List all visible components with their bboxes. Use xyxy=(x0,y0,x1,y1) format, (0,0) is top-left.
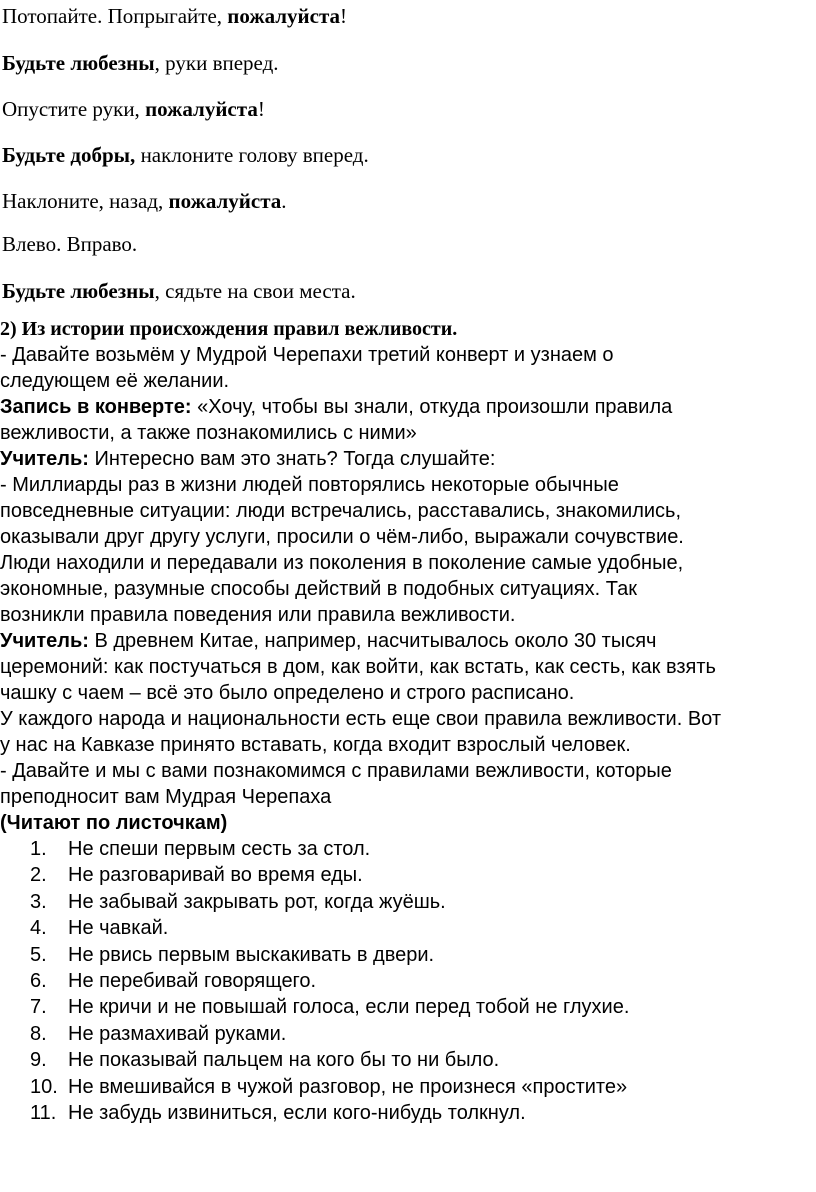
instruction-line-5: Наклоните, назад, пожалуйста. xyxy=(2,189,287,213)
list-item: 3. Не забывай закрывать рот, когда жуёшь. xyxy=(30,890,446,913)
paragraph-rules-intro-line-1: - Давайте и мы с вами познакомимся с правилами вежливости, которые xyxy=(0,760,672,782)
paragraph-history-line-4: Люди находили и передавали из поколения в поколение самые удобные, xyxy=(0,552,684,574)
envelope-note-label: Запись в конверте: xyxy=(0,396,192,418)
list-item: 2. Не разговаривай во время еды. xyxy=(30,864,363,887)
paragraph-history-line-5: экономные, разумные способы действий в подобных ситуациях. Так xyxy=(0,578,637,600)
paragraph-teacher-1: Учитель: Интересно вам это знать? Тогда слушайте: xyxy=(0,448,496,470)
list-item: 1. Не спеши первым сесть за стол. xyxy=(30,838,371,860)
list-item: 10. Не вмешивайся в чужой разговор, не произнеся «простите» xyxy=(30,1075,628,1098)
instruction-line-2: Будьте любезны, руки вперед. xyxy=(2,51,279,75)
paragraph-history-line-3: оказывали друг другу услуги, просили о чём-либо, выражали сочувствие. xyxy=(0,526,684,548)
list-item: 7. Не кричи и не повышай голоса, если перед тобой не глухие. xyxy=(30,996,630,1019)
instruction-line-7: Будьте любезны, сядьте на свои места. xyxy=(2,279,356,303)
list-item: 8. Не размахивай руками. xyxy=(30,1022,287,1045)
instruction-line-4: Будьте добры, наклоните голову вперед. xyxy=(2,143,369,167)
list-item: 6. Не перебивай говорящего. xyxy=(30,970,317,993)
paragraph-teacher-2-line-3: чашку с чаем – всё это было определено и строго расписано. xyxy=(0,682,575,704)
instruction-line-6: Влево. Вправо. xyxy=(2,232,138,256)
rules-list xyxy=(0,836,812,1126)
instruction-line-3: Опустите руки, пожалуйста! xyxy=(2,97,265,121)
instruction-line-1: Потопайте. Попрыгайте, пожалуйста! xyxy=(2,4,348,28)
main-text-block xyxy=(0,316,812,1126)
list-item: 11. Не забудь извиниться, если кого-нибудь толкнул. xyxy=(30,1102,526,1125)
reading-note: (Читают по листочкам) xyxy=(0,812,228,834)
paragraph-history-line-6: возникли правила поведения или правила вежливости. xyxy=(0,604,516,626)
paragraph-caucasus-line-2: у нас на Кавказе принято вставать, когда входит взрослый человек. xyxy=(0,734,631,756)
paragraph-envelope-intro-line-2: следующем её желании. xyxy=(0,370,230,392)
paragraph-envelope-note-line-2: вежливости, а также познакомились с ними» xyxy=(0,422,417,444)
paragraph-history-line-2: повседневные ситуации: люди встречались, расставались, знакомились, xyxy=(0,500,682,522)
list-item: 4. Не чавкай. xyxy=(30,917,169,940)
list-item: 9. Не показывай пальцем на кого бы то ни было. xyxy=(30,1049,500,1072)
teacher-label: Учитель: xyxy=(0,448,89,470)
teacher-label: Учитель: xyxy=(0,630,89,652)
paragraph-envelope-intro-line-1: - Давайте возьмём у Мудрой Черепахи третий конверт и узнаем о xyxy=(0,344,614,366)
paragraph-teacher-2-line-2: церемоний: как постучаться в дом, как войти, как встать, как сесть, как взять xyxy=(0,656,716,678)
section-heading: 2) Из истории происхождения правил вежливости. xyxy=(0,318,458,340)
paragraph-history-line-1: - Миллиарды раз в жизни людей повторялись некоторые обычные xyxy=(0,474,619,496)
paragraph-teacher-2-line-1: Учитель: В древнем Китае, например, насчитывалось около 30 тысяч xyxy=(0,630,657,652)
list-item: 5. Не рвись первым выскакивать в двери. xyxy=(30,943,435,966)
paragraph-rules-intro-line-2: преподносит вам Мудрая Черепаха xyxy=(0,786,332,808)
paragraph-caucasus-line-1: У каждого народа и национальности есть еще свои правила вежливости. Вот xyxy=(0,708,722,730)
paragraph-envelope-note-line-1: Запись в конверте: «Хочу, чтобы вы знали, откуда произошли правила xyxy=(0,396,673,418)
